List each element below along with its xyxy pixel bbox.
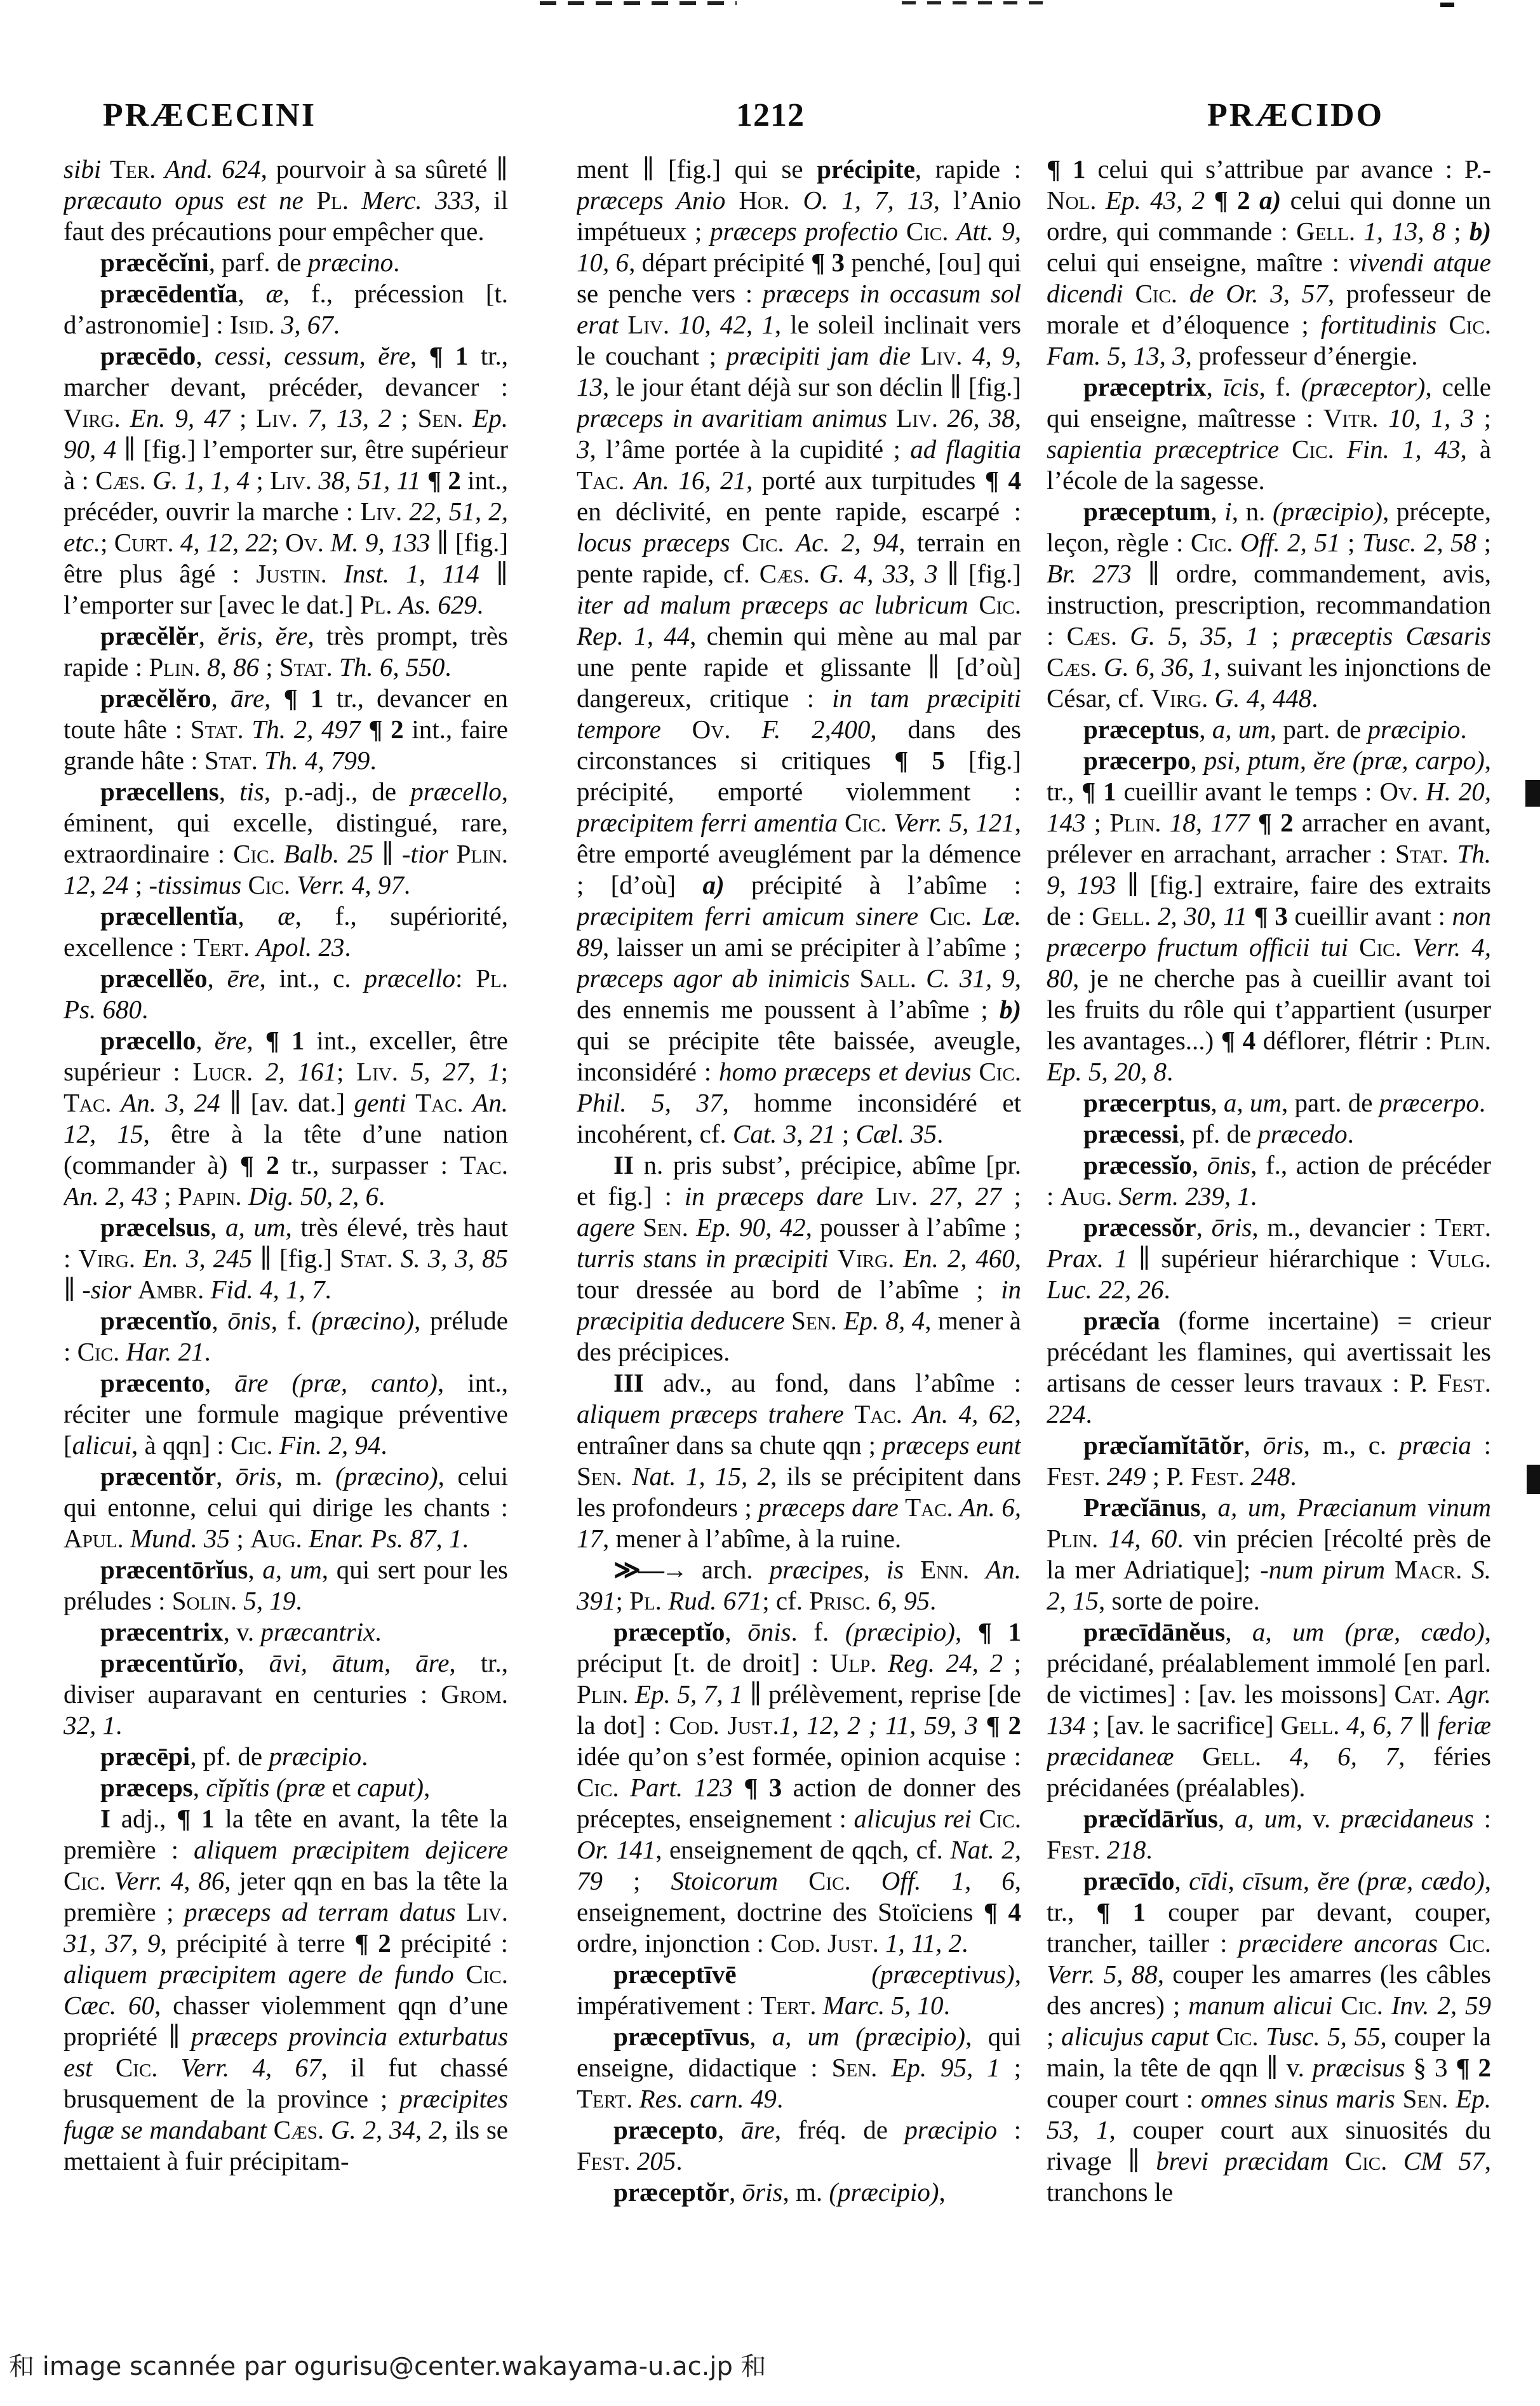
dictionary-entry: præceptus, a, um, part. de præcipio.: [1083, 715, 1467, 744]
dictionary-entry: ment ∥ [fig.] qui se précipite, rapide : præceps Anio Hor. O. 1, 7, 13, l’Anio impétueux ; præceps profectio Cic. Att. 9, 10, 6, départ précipité ¶ 3 penché, [ou] qui se penche vers : præceps in occasum sol erat Liv. 10, 42, 1, le soleil inclinait vers le couchant ; præcipiti jam die Liv. 4, 9, 13, le jour étant déjà sur son déclin ∥ [fig.] præceps in avaritiam animus Liv. 26, 38, 3, l’âme portée à la cupidité ; ad flagitia Tac. An. 16, 21, porté aux turpitudes ¶ 4 en déclivité, en pente rapide, escarpé : locus præceps Cic. Ac. 2, 94, terrain en pente rapide, cf. Cæs. G. 4, 33, 3 ∥ [fig.] iter ad malum præceps ac lubricum Cic. Rep. 1, 44, chemin qui mène au mal par une pente rapide et glissante ∥ [d’où] dangereux, critique : in tam præcipiti tempore Ov. F. 2,400, dans des circonstances si critiques ¶ 5 [fig.] précipité, emporté violemment : præcipitem ferri amentia Cic. Verr. 5, 121, être emporté aveuglément par la démence ; [d’où] a) précipité à l’abîme : præcipitem ferri amicum sinere Cic. Læ. 89, laisser un ami se précipiter à l’abîme ; præceps agor ab inimicis Sall. C. 31, 9, des ennemis me poussent à l’abîme ; b) qui se précipite tête baissée, aveugle, inconsidéré : homo præceps et devius Cic. Phil. 5, 37, homme inconsidéré et incohérent, cf. Cat. 3, 21 ; Cæl. 35.: [577, 154, 1021, 1148]
dictionary-entry: præcentrix, v. præcantrix.: [100, 1617, 382, 1646]
dictionary-entry: præcessĭo, ōnis, f., action de précéder : Aug. Serm. 239, 1.: [1047, 1150, 1491, 1211]
dictionary-entry: præcīdānĕus, a, um (præ, cædo), précidané, préalablement immolé [en parl. de victimes] : [av. les moissons] Cat. Agr. 134 ; [av. le sacrifice] Gell. 4, 6, 7 ∥ feriæ præcidaneæ Gell. 4, 6, 7, féries précidanées (préalables).: [1047, 1617, 1491, 1802]
dictionary-entry: præcerptus, a, um, part. de præcerpo.: [1083, 1088, 1486, 1117]
dictionary-entry: præcentŭrĭo, āvi, ātum, āre, tr., diviser auparavant en centuries : Grom. 32, 1.: [64, 1648, 508, 1740]
dictionary-entry: præcentōrĭus, a, um, qui sert pour les préludes : Solin. 5, 19.: [64, 1555, 508, 1615]
dictionary-entry: præcĭa (forme incertaine) = crieur précédant les flamines, qui avertissait les artisans de cesser leurs travaux : P. Fest. 224.: [1047, 1306, 1491, 1428]
dictionary-entry: præcĭdārĭus, a, um, v. præcidaneus : Fest. 218.: [1047, 1804, 1491, 1864]
dictionary-entry: præcēdentĭa, æ, f., précession [t. d’astronomie] : Isid. 3, 67.: [64, 279, 508, 339]
dictionary-entry: præceps, cĭpĭtis (præ et caput),: [100, 1773, 431, 1802]
dictionary-entry: præcēpi, pf. de præcipio.: [100, 1742, 368, 1771]
scan-credit-footer: 和 image scannée par ogurisu@center.wakayama-u.ac.jp 和: [9, 2352, 767, 2381]
scan-artifact-right-edge-mark: [1525, 780, 1540, 807]
dictionary-entry: præcellentĭa, æ, f., supériorité, excellence : Tert. Apol. 23.: [64, 901, 508, 962]
dictionary-entry: præceptŏr, ōris, m. (præcipio),: [613, 2177, 946, 2207]
dictionary-entry: sibi Ter. And. 624, pourvoir à sa sûreté ∥ præcauto opus est ne Pl. Merc. 333, il faut des précautions pour empêcher que.: [64, 154, 508, 246]
dictionary-column-2: [577, 154, 1021, 2332]
dictionary-entry: præcēdo, cessi, cessum, ĕre, ¶ 1 tr., marcher devant, précéder, devancer : Virg. En. 9, 47 ; Liv. 7, 13, 2 ; Sen. Ep. 90, 4 ∥ [fig.] l’emporter sur, être supérieur à : Cæs. G. 1, 1, 4 ; Liv. 38, 51, 11 ¶ 2 int., précéder, ouvrir la marche : Liv. 22, 51, 2, etc.; Curt. 4, 12, 22; Ov. M. 9, 133 ∥ [fig.] être plus âgé : Justin. Inst. 1, 114 ∥ l’emporter sur [avec le dat.] Pl. As. 629.: [64, 341, 508, 619]
dictionary-entry: præcelsus, a, um, très élevé, très haut : Virg. En. 3, 245 ∥ [fig.] Stat. S. 3, 3, 85 ∥ -sior Ambr. Fid. 4, 1, 7.: [64, 1213, 508, 1304]
dictionary-entry: III adv., au fond, dans l’abîme : aliquem præceps trahere Tac. An. 4, 62, entraîner dans sa chute qqn ; præceps eunt Sen. Nat. 1, 15, 2, ils se précipitent dans les profondeurs ; præceps dare Tac. An. 6, 17, mener à l’abîme, à la ruine.: [577, 1368, 1021, 1553]
dictionary-entry: præcentĭo, ōnis, f. (præcino), prélude : Cic. Har. 21.: [64, 1306, 508, 1366]
dictionary-entry: Præcĭānus, a, um, Præcianum vinum Plin. 14, 60. vin précien [récolté près de la mer Adriatique]; -num pirum Macr. S. 2, 15, sorte de poire.: [1047, 1493, 1491, 1615]
dictionary-entry: præceptum, i, n. (præcipio), précepte, leçon, règle : Cic. Off. 2, 51 ; Tusc. 2, 58 ; Br. 273 ∥ ordre, commandement, avis, instruction, prescription, recommandation : Cæs. G. 5, 35, 1 ; præceptis Cæsaris Cæs. G. 6, 36, 1, suivant les injonctions de César, cf. Virg. G. 4, 448.: [1047, 497, 1491, 713]
dictionary-entry: II n. pris subst’, précipice, abîme [pr. et fig.] : in præceps dare Liv. 27, 27 ; agere Sen. Ep. 90, 42, pousser à l’abîme ; turris stans in præcipiti Virg. En. 2, 460, tour dressée au bord de l’abîme ; in præcipitia deducere Sen. Ep. 8, 4, mener à des précipices.: [577, 1150, 1021, 1366]
page-number: 1212: [736, 97, 805, 133]
dictionary-entry: præceptrix, īcis, f. (præceptor), celle qui enseigne, maîtresse : Vitr. 10, 1, 3 ; sapientia præceptrice Cic. Fin. 1, 43, à l’école de la sagesse.: [1047, 372, 1491, 495]
dictionary-column-3: [1047, 154, 1491, 2332]
scan-artifact-top-dashes: [540, 1, 737, 5]
dictionary-entry: præceptĭo, ōnis. f. (præcipio), ¶ 1 préciput [t. de droit] : Ulp. Reg. 24, 2 ; Plin. Ep. 5, 7, 1 ∥ prélèvement, reprise [de la dot] : Cod. Just.1, 12, 2 ; 11, 59, 3 ¶ 2 idée qu’on s’est formée, opinion acquise : Cic. Part. 123 ¶ 3 action de donner des préceptes, enseignement : alicujus rei Cic. Or. 141, enseignement de qqch, cf. Nat. 2, 79 ; Stoicorum Cic. Off. 1, 6, enseignement, doctrine des Stoïciens ¶ 4 ordre, injonction : Cod. Just. 1, 11, 2.: [577, 1617, 1021, 1958]
dictionary-entry: præcento, āre (præ, canto), int., réciter une formule magique préventive [alicui, à qqn] : Cic. Fin. 2, 94.: [64, 1368, 508, 1460]
scan-artifact-top-dot: [1440, 3, 1454, 7]
dictionary-entry: præcessŏr, ōris, m., devancier : Tert. Prax. 1 ∥ supérieur hiérarchique : Vulg. Luc. 22, 26.: [1047, 1213, 1491, 1304]
scan-artifact-right-edge-mark-2: [1527, 1465, 1540, 1494]
dictionary-entry: præcĭamĭtātŏr, ōris, m., c. præcia : Fest. 249 ; P. Fest. 248.: [1047, 1430, 1491, 1491]
running-head-right: PRÆCIDO: [1207, 97, 1384, 133]
dictionary-entry: ¶ 1 celui qui s’attribue par avance : P.-Nol. Ep. 43, 2 ¶ 2 a) celui qui donne un ordre, qui commande : Gell. 1, 13, 8 ; b) celui qui enseigne, maître : vivendi atque dicendi Cic. de Or. 3, 57, professeur de morale et d’éloquence ; fortitudinis Cic. Fam. 5, 13, 3, professeur d’énergie.: [1047, 154, 1491, 370]
scan-artifact-top-dashes-2: [902, 1, 1054, 4]
dictionary-entry: præcĕlĕro, āre, ¶ 1 tr., devancer en toute hâte : Stat. Th. 2, 497 ¶ 2 int., faire grande hâte : Stat. Th. 4, 799.: [64, 683, 508, 775]
dictionary-entry: præcepto, āre, fréq. de præcipio : Fest. 205.: [577, 2115, 1021, 2175]
running-head-left: PRÆCECINI: [102, 97, 317, 133]
dictionary-entry: præceptīvē (præceptivus), impérativement : Tert. Marc. 5, 10.: [577, 1959, 1021, 2020]
dictionary-entry: præcellĕo, ēre, int., c. præcello: Pl. Ps. 680.: [64, 964, 508, 1024]
dictionary-entry: I adj., ¶ 1 la tête en avant, la tête la première : aliquem præcipitem dejicere Cic. Verr. 4, 86, jeter qqn en bas la tête la première ; præceps ad terram datus Liv. 31, 37, 9, précipité à terre ¶ 2 précipité : aliquem præcipitem agere de fundo Cic. Cæc. 60, chasser violemment qqn d’une propriété ∥ præceps provincia exturbatus est Cic. Verr. 4, 67, il fut chassé brusquement de la province ; præcipites fugæ se mandabant Cæs. G. 2, 34, 2, ils se mettaient à fuir précipitam-: [64, 1804, 508, 2175]
dictionary-entry: præcīdo, cīdi, cīsum, ĕre (præ, cædo), tr., ¶ 1 couper par devant, couper, trancher, tailler : præcidere ancoras Cic. Verr. 5, 88, couper les amarres (les câbles des ancres) ; manum alicui Cic. Inv. 2, 59 ; alicujus caput Cic. Tusc. 5, 55, couper la main, la tête de qqn ∥ v. præcisus § 3 ¶ 2 couper court : omnes sinus maris Sen. Ep. 53, 1, couper court aux sinuosités du rivage ∥ brevi præcidam Cic. CM 57, tranchons le: [1047, 1866, 1491, 2207]
dictionary-entry: præcentŏr, ōris, m. (præcino), celui qui entonne, celui qui dirige les chants : Apul. Mund. 35 ; Aug. Enar. Ps. 87, 1.: [64, 1462, 508, 1553]
dictionary-entry: ≫—→ arch. præcipes, is Enn. An. 391; Pl. Rud. 671; cf. Prisc. 6, 95.: [577, 1555, 1021, 1615]
dictionary-entry: præcerpo, psi, ptum, ĕre (præ, carpo), tr., ¶ 1 cueillir avant le temps : Ov. H. 20, 143 ; Plin. 18, 177 ¶ 2 arracher en avant, prélever en arrachant, arracher : Stat. Th. 9, 193 ∥ [fig.] extraire, faire des extraits de : Gell. 2, 30, 11 ¶ 3 cueillir avant : non præcerpo fructum officii tui Cic. Verr. 4, 80, je ne cherche pas à cueillir avant toi les fruits du rôle qui t’appartient (usurper les avantages...) ¶ 4 déflorer, flétrir : Plin. Ep. 5, 20, 8.: [1047, 746, 1491, 1086]
dictionary-entry: præcello, ĕre, ¶ 1 int., exceller, être supérieur : Lucr. 2, 161; Liv. 5, 27, 1; Tac. An. 3, 24 ∥ [av. dat.] genti Tac. An. 12, 15, être à la tête d’une nation (commander à) ¶ 2 tr., surpasser : Tac. An. 2, 43 ; Papin. Dig. 50, 2, 6.: [64, 1026, 508, 1211]
dictionary-entry: præceptīvus, a, um (præcipio), qui enseigne, didactique : Sen. Ep. 95, 1 ; Tert. Res. carn. 49.: [577, 2022, 1021, 2113]
dictionary-entry: præcĕlĕr, ĕris, ĕre, très prompt, très rapide : Plin. 8, 86 ; Stat. Th. 6, 550.: [64, 621, 508, 682]
dictionary-entry: præcellens, tis, p.-adj., de præcello, éminent, qui excelle, distingué, rare, extraordinaire : Cic. Balb. 25 ∥ -tior Plin. 12, 24 ; -tissimus Cic. Verr. 4, 97.: [64, 777, 508, 899]
dictionary-column-1: [64, 154, 508, 2332]
dictionary-entry: præcessi, pf. de præcedo.: [1083, 1119, 1354, 1148]
dictionary-entry: præcĕcĭni, parf. de præcino.: [100, 248, 400, 277]
